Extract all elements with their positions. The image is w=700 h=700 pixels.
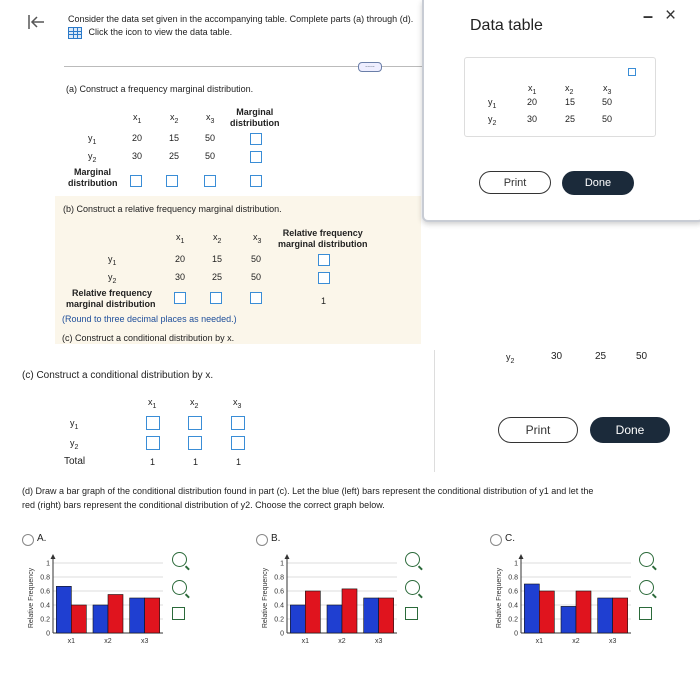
bg-cell: 50 (636, 351, 648, 362)
bg-cell: 30 (551, 351, 563, 362)
y-tick-label: 1 (280, 560, 284, 568)
option-c-label: C. (505, 533, 515, 544)
marginal-header-l2: distribution (230, 118, 280, 128)
y-tick-label: 0.2 (508, 616, 518, 624)
bg-done-button[interactable]: Done (590, 417, 670, 443)
x-tick-label: x1 (67, 638, 76, 645)
chart-b-svg (259, 548, 409, 648)
answer-input[interactable] (250, 133, 262, 145)
chart-option-b (259, 548, 409, 648)
option-b-label: B. (271, 533, 281, 544)
rf-header-l1: Relative frequency (282, 228, 363, 238)
answer-input[interactable] (318, 272, 330, 284)
x-tick-label: x2 (338, 638, 346, 645)
bar-y1 (561, 606, 576, 633)
close-button[interactable]: × (665, 5, 677, 26)
expand-button[interactable]: ..... (358, 62, 382, 72)
bar-y1 (524, 584, 539, 633)
cell: 15 (169, 133, 180, 143)
col-header-x1: $x_1$ (133, 112, 142, 125)
y-tick-label: 0.2 (40, 616, 50, 624)
view-data-link[interactable] (68, 27, 232, 39)
zoom-out-icon[interactable] (405, 580, 420, 595)
bg-row-label: $y_2$ (506, 352, 515, 365)
cell: 15 (212, 254, 223, 264)
cell: 25 (565, 114, 576, 124)
col-header-x3: $x_3$ (233, 397, 242, 410)
x-tick-label: x1 (301, 638, 310, 645)
y-tick-label: 1 (46, 560, 50, 568)
label-line: Relative frequency (72, 288, 153, 298)
option-c-radio[interactable] (490, 534, 502, 546)
cell: 25 (212, 272, 223, 282)
y-tick-label: 0.6 (274, 588, 284, 596)
col-header-x1: $x_1$ (176, 232, 185, 245)
rf-header (278, 228, 368, 250)
col-header-x1: $x_1$ (148, 397, 157, 410)
bar-y2 (305, 591, 320, 633)
x-tick-label: x2 (572, 638, 580, 645)
bar-y2 (539, 591, 554, 633)
option-a-label: A. (37, 533, 47, 544)
part-c-title: (c) Construct a conditional distribution by x. (22, 370, 214, 381)
marginal-row-label (68, 167, 118, 189)
answer-input[interactable] (166, 175, 178, 187)
y-tick-label: 0.6 (508, 588, 518, 596)
label-line: Marginal (74, 167, 112, 177)
answer-input[interactable] (210, 292, 222, 304)
cell: 50 (205, 133, 216, 143)
col-header-x2: $x_2$ (190, 397, 199, 410)
bar-y1 (130, 598, 145, 633)
col-header-x1: $x_1$ (528, 83, 537, 96)
cell: 30 (175, 272, 186, 282)
answer-input[interactable] (130, 175, 142, 187)
bar-y1 (327, 605, 342, 633)
bar-y1 (598, 598, 613, 633)
answer-input[interactable] (188, 416, 202, 430)
y-axis-arrow (519, 554, 524, 559)
cell: 50 (251, 254, 262, 264)
answer-input[interactable] (318, 254, 330, 266)
table-icon[interactable] (68, 27, 82, 39)
cell: 30 (132, 151, 143, 161)
modal-title: Data table (470, 17, 543, 34)
popout-icon[interactable] (172, 607, 185, 620)
copy-icon[interactable] (628, 68, 636, 76)
answer-input[interactable] (188, 436, 202, 450)
y-tick-label: 0 (46, 630, 50, 638)
y-tick-label: 0.4 (508, 602, 518, 610)
y-tick-label: 0.4 (274, 602, 284, 610)
cell: 30 (527, 114, 538, 124)
y-tick-label: 0.6 (40, 588, 50, 596)
popout-icon[interactable] (405, 607, 418, 620)
part-d-line1: (d) Draw a bar graph of the conditional distribution found in part (c). Let the blue (left) bars represent the conditional distribution of y1 and let the (22, 486, 594, 496)
bar-y2 (145, 598, 160, 633)
total-cell: 1 (193, 457, 199, 467)
row-label-y1: $y_1$ (488, 97, 497, 110)
label-line: distribution (68, 178, 118, 188)
total-cell: 1 (236, 457, 242, 467)
y-tick-label: 0 (514, 630, 518, 638)
col-header-x3: $x_3$ (253, 232, 262, 245)
x-tick-label: x3 (374, 638, 383, 645)
col-header-x2: $x_2$ (170, 112, 179, 125)
chart-a-svg (25, 548, 175, 648)
bar-y2 (613, 598, 628, 633)
y-tick-label: 0.8 (274, 574, 284, 582)
cell: 50 (602, 97, 613, 107)
answer-input[interactable] (250, 175, 262, 187)
zoom-in-icon[interactable] (405, 552, 420, 567)
question-text: Consider the data set given in the accompanying table. Complete parts (a) through (d). (68, 14, 414, 24)
row-label-y2: $y_2$ (108, 272, 117, 285)
y-tick-label: 0.8 (508, 574, 518, 582)
zoom-out-icon[interactable] (172, 580, 187, 595)
y-axis-label: Relative Frequency (262, 567, 269, 629)
row-label-y1: $y_1$ (88, 133, 97, 146)
y-tick-label: 0.8 (40, 574, 50, 582)
answer-input[interactable] (231, 416, 245, 430)
answer-input[interactable] (204, 175, 216, 187)
row-label-y1: $y_1$ (70, 418, 79, 431)
cell: 20 (175, 254, 186, 264)
cell: 20 (527, 97, 538, 107)
total-cell: 1 (150, 457, 156, 467)
bg-cell: 25 (595, 351, 607, 362)
chart-c-svg (493, 548, 643, 648)
bar-y2 (576, 591, 591, 633)
bar-y1 (364, 598, 379, 633)
part-a-title: (a) Construct a frequency marginal distribution. (66, 84, 254, 94)
part-d-line2: red (right) bars represent the conditional distribution of y2. Choose the correct graph below. (22, 500, 385, 510)
cell: 20 (132, 133, 143, 143)
y-tick-label: 0.2 (274, 616, 284, 624)
col-header-x3: $x_3$ (603, 83, 612, 96)
answer-input[interactable] (231, 436, 245, 450)
bg-print-button[interactable]: Print (498, 417, 578, 443)
answer-input[interactable] (146, 436, 160, 450)
cell: 50 (602, 114, 613, 124)
print-button[interactable]: Print (479, 171, 551, 194)
chart-option-c (493, 548, 643, 648)
rf-header-l2: marginal distribution (278, 239, 368, 249)
part-b-title: (b) Construct a relative frequency marginal distribution. (63, 204, 282, 214)
bar-y2 (71, 605, 86, 633)
answer-input[interactable] (174, 292, 186, 304)
view-data-text: Click the icon to view the data table. (88, 27, 233, 38)
answer-input[interactable] (250, 292, 262, 304)
zoom-in-icon[interactable] (639, 552, 654, 567)
cell: 25 (169, 151, 180, 161)
minimize-button[interactable]: – (643, 6, 654, 26)
bar-y1 (290, 605, 305, 633)
y-axis-arrow (285, 554, 290, 559)
answer-input[interactable] (250, 151, 262, 163)
y-tick-label: 0.4 (40, 602, 50, 610)
option-a-radio[interactable] (22, 534, 34, 546)
col-header-x2: $x_2$ (565, 83, 574, 96)
x-tick-label: x3 (140, 638, 149, 645)
bar-y2 (342, 589, 357, 633)
chart-option-a (25, 548, 175, 648)
marginal-header-l1: Marginal (236, 107, 274, 117)
bar-y1 (56, 586, 71, 633)
total-label: Total (64, 456, 86, 467)
col-header-x2: $x_2$ (213, 232, 222, 245)
y-tick-label: 0 (280, 630, 284, 638)
row-label-y2: $y_2$ (88, 151, 97, 164)
bar-y1 (93, 605, 108, 633)
answer-input[interactable] (146, 416, 160, 430)
cell: 50 (251, 272, 262, 282)
zoom-out-icon[interactable] (639, 580, 654, 595)
bg-table-panel (434, 350, 700, 472)
marginal-header (230, 107, 280, 129)
y-axis-label: Relative Frequency (496, 567, 503, 629)
popout-icon[interactable] (639, 607, 652, 620)
x-tick-label: x1 (535, 638, 544, 645)
cell: 15 (565, 97, 576, 107)
cell: 50 (205, 151, 216, 161)
done-button[interactable]: Done (562, 171, 634, 195)
zoom-in-icon[interactable] (172, 552, 187, 567)
row-label-y2: $y_2$ (488, 114, 497, 127)
y-axis-label: Relative Frequency (28, 567, 35, 629)
label-line: marginal distribution (66, 299, 156, 309)
row-label-y1: $y_1$ (108, 254, 117, 267)
option-b-radio[interactable] (256, 534, 268, 546)
total-one: 1 (321, 296, 327, 306)
x-tick-label: x2 (104, 638, 112, 645)
bar-y2 (108, 595, 123, 634)
part-c-preview: (c) Construct a conditional distribution by x. (62, 333, 235, 343)
col-header-x3: $x_3$ (206, 112, 215, 125)
x-tick-label: x3 (608, 638, 617, 645)
y-axis-arrow (51, 554, 56, 559)
collapse-left-icon[interactable] (28, 14, 46, 30)
y-tick-label: 1 (514, 560, 518, 568)
row-label-y2: $y_2$ (70, 438, 79, 451)
bar-y2 (379, 598, 394, 633)
rounding-note: (Round to three decimal places as needed.) (62, 314, 237, 324)
rf-row-label (66, 288, 156, 310)
